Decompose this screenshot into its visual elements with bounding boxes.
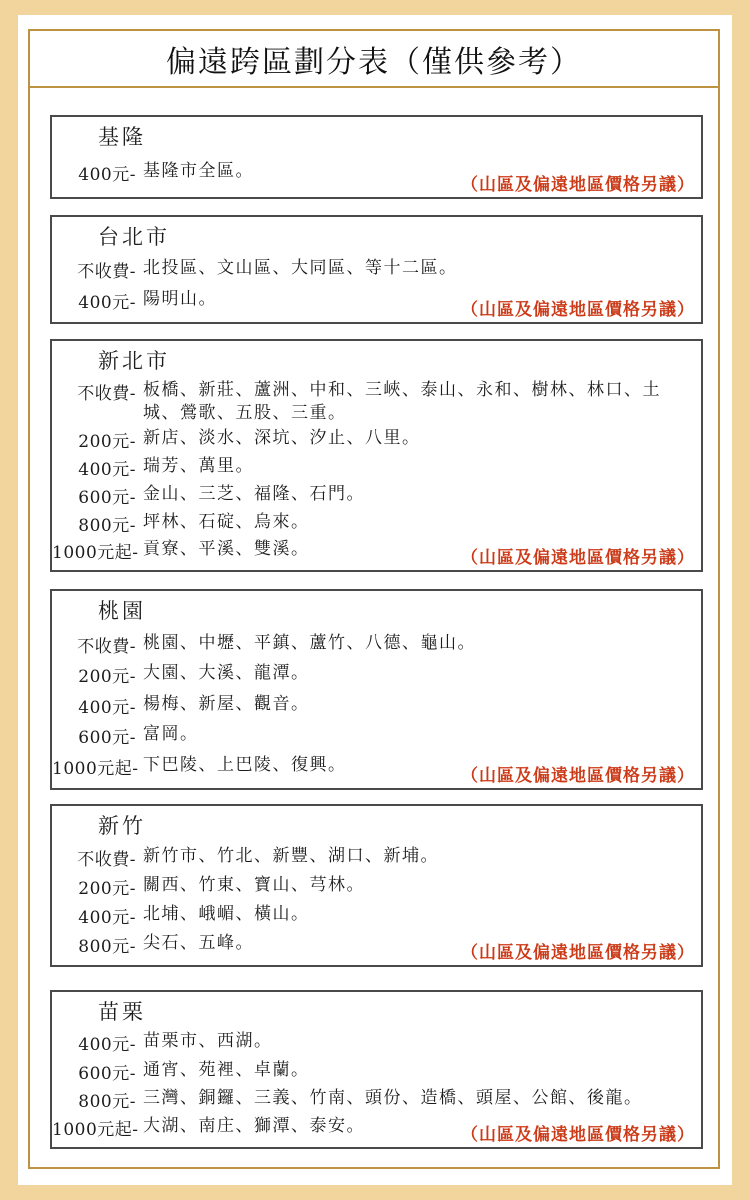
remote-area-note: （山區及偏遠地區價格另議） xyxy=(461,942,695,963)
areas-text: 關西、竹東、寶山、芎林。 xyxy=(143,875,365,896)
white-panel xyxy=(18,15,732,1185)
remote-area-note: （山區及偏遠地區價格另議） xyxy=(461,547,695,568)
price-label: 600元- xyxy=(78,728,136,749)
remote-area-note: （山區及偏遠地區價格另議） xyxy=(461,1124,695,1145)
section-hsinchu xyxy=(50,804,703,967)
areas-text: 瑞芳、萬里。 xyxy=(143,456,254,477)
gold-frame xyxy=(28,29,720,1169)
section-title: 桃園 xyxy=(98,599,146,623)
price-label: 200元- xyxy=(78,432,136,453)
areas-text: 新竹市、竹北、新豐、湖口、新埔。 xyxy=(143,846,439,867)
areas-text: 基隆市全區。 xyxy=(143,161,254,182)
price-row xyxy=(52,1030,701,1055)
price-label: 400元- xyxy=(78,697,136,718)
areas-text: 北投區、文山區、大同區、等十二區。 xyxy=(143,258,458,279)
areas-text: 通宵、苑裡、卓蘭。 xyxy=(143,1059,310,1080)
section-new-taipei xyxy=(50,339,703,572)
price-label: 400元- xyxy=(78,1035,136,1056)
price-rows xyxy=(52,374,701,570)
price-row xyxy=(52,903,701,928)
section-taoyuan xyxy=(50,589,703,790)
price-label: 不收費- xyxy=(77,636,136,657)
price-label: 800元- xyxy=(78,515,136,536)
price-label: 400元- xyxy=(78,460,136,481)
price-row xyxy=(52,257,701,282)
areas-text: 下巴陵、上巴陵、復興。 xyxy=(143,754,347,775)
price-label: 600元- xyxy=(78,1063,136,1084)
price-label: 400元- xyxy=(78,908,136,929)
section-taipei xyxy=(50,215,703,324)
title-bar xyxy=(30,31,718,88)
price-row xyxy=(52,483,701,508)
price-row xyxy=(52,693,701,718)
price-label: 400元- xyxy=(78,165,136,186)
price-row xyxy=(52,845,701,870)
areas-text: 坪林、石碇、烏來。 xyxy=(143,511,310,532)
section-title: 新北市 xyxy=(98,349,170,373)
remote-area-note: （山區及偏遠地區價格另議） xyxy=(461,174,695,195)
section-miaoli xyxy=(50,990,703,1149)
areas-text: 大湖、南庄、獅潭、泰安。 xyxy=(143,1115,365,1136)
section-title: 基隆 xyxy=(98,125,146,149)
areas-text: 板橋、新莊、蘆洲、中和、三峽、泰山、永和、樹林、林口、土城、鶯歌、五股、三重。 xyxy=(143,379,661,423)
price-rows xyxy=(52,624,701,788)
price-label: 400元- xyxy=(78,292,136,313)
price-row xyxy=(52,455,701,480)
areas-text: 貢寮、平溪、雙溪。 xyxy=(143,539,310,560)
areas-text: 新店、淡水、深坑、汐止、八里。 xyxy=(143,428,421,449)
price-label: 1000元起- xyxy=(52,543,139,564)
price-row xyxy=(52,632,701,657)
areas-text: 桃園、中壢、平鎮、蘆竹、八德、龜山。 xyxy=(143,632,476,653)
price-label: 800元- xyxy=(78,937,136,957)
price-label: 1000元起- xyxy=(52,1119,139,1140)
areas-text: 金山、三芝、福隆、石門。 xyxy=(143,483,365,504)
price-label: 200元- xyxy=(78,879,136,900)
section-title: 新竹 xyxy=(98,814,146,838)
price-row xyxy=(52,1059,701,1084)
remote-area-note: （山區及偏遠地區價格另議） xyxy=(461,299,695,320)
areas-text: 陽明山。 xyxy=(143,288,217,309)
areas-text: 北埔、峨嵋、橫山。 xyxy=(143,904,310,925)
price-label: 不收費- xyxy=(77,383,136,404)
areas-text: 大園、大溪、龍潭。 xyxy=(143,663,310,684)
price-label: 不收費- xyxy=(77,262,136,283)
price-row xyxy=(52,1087,701,1112)
price-row xyxy=(52,662,701,687)
price-label: 1000元起- xyxy=(52,758,139,779)
section-title: 台北市 xyxy=(98,225,170,249)
price-label: 800元- xyxy=(78,1091,136,1112)
areas-text: 苗栗市、西湖。 xyxy=(143,1031,273,1052)
price-label: 200元- xyxy=(78,667,136,688)
areas-text: 三灣、銅鑼、三義、竹南、頭份、造橋、頭屋、公館、後龍。 xyxy=(143,1087,643,1108)
section-title: 苗栗 xyxy=(98,1000,146,1024)
page-title: 偏遠跨區劃分表（僅供參考） xyxy=(166,44,582,80)
areas-text: 富岡。 xyxy=(143,724,199,745)
areas-text: 楊梅、新屋、觀音。 xyxy=(143,693,310,714)
sections-container xyxy=(30,115,718,1149)
price-row xyxy=(52,874,701,899)
price-row xyxy=(52,723,701,748)
price-row xyxy=(52,511,701,536)
price-label: 不收費- xyxy=(77,850,136,871)
remote-area-note: （山區及偏遠地區價格另議） xyxy=(461,765,695,786)
price-label: 600元- xyxy=(78,487,136,508)
price-row xyxy=(52,427,701,452)
section-keelung xyxy=(50,115,703,199)
price-row xyxy=(52,379,701,425)
areas-text: 尖石、五峰。 xyxy=(143,933,254,953)
